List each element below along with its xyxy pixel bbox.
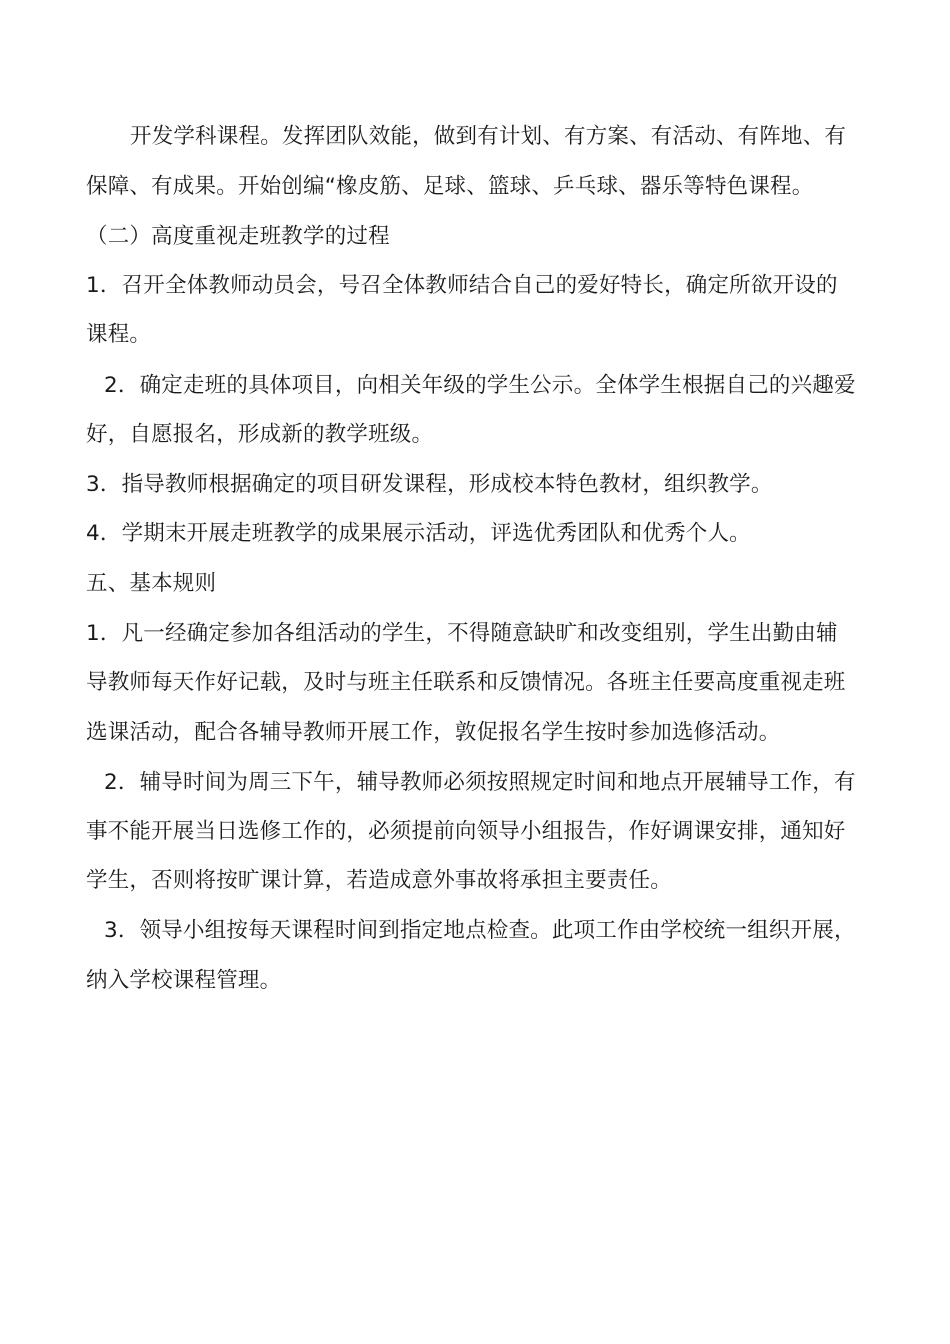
list-item-2-line-2: 好，自愿报名，形成新的教学班级。 <box>86 422 434 447</box>
rule-1-line-1: 1．凡一经确定参加各组活动的学生，不得随意缺旷和改变组别，学生出勤由辅 <box>86 621 838 646</box>
section-heading-2: （二）高度重视走班教学的过程 <box>86 224 390 249</box>
rule-1-line-2: 导教师每天作好记载，及时与班主任联系和反馈情况。各班主任要高度重视走班 <box>86 670 846 695</box>
section-heading-5: 五、基本规则 <box>86 571 217 596</box>
list-item-2-line-1: 2．确定走班的具体项目，向相关年级的学生公示。全体学生根据自己的兴趣爱 <box>104 373 856 398</box>
rule-3-line-1: 3．领导小组按每天课程时间到指定地点检查。此项工作由学校统一组织开展， <box>104 918 856 943</box>
paragraph-line-2: 保障、有成果。开始创编“橡皮筋、足球、篮球、乒乓球、器乐等特色课程。 <box>86 174 814 199</box>
list-item-1-line-1: 1．召开全体教师动员会，号召全体教师结合自己的爱好特长，确定所欲开设的 <box>86 273 838 298</box>
rule-1-line-3: 选课活动，配合各辅导教师开展工作，敦促报名学生按时参加选修活动。 <box>86 720 781 745</box>
list-item-4: 4．学期末开展走班教学的成果展示活动，评选优秀团队和优秀个人。 <box>86 521 751 546</box>
list-item-1-line-2: 课程。 <box>86 322 152 347</box>
list-item-3: 3．指导教师根据确定的项目研发课程，形成校本特色教材，组织教学。 <box>86 472 773 497</box>
rule-2-line-1: 2．辅导时间为周三下午，辅导教师必须按照规定时间和地点开展辅导工作，有 <box>104 770 856 795</box>
rule-3-line-2: 纳入学校课程管理。 <box>86 968 282 993</box>
paragraph-line-1: 开发学科课程。发挥团队效能，做到有计划、有方案、有活动、有阵地、有 <box>130 124 847 149</box>
rule-2-line-2: 事不能开展当日选修工作的，必须提前向领导小组报告，作好调课安排，通知好 <box>86 819 846 844</box>
rule-2-line-3: 学生，否则将按旷课计算，若造成意外事故将承担主要责任。 <box>86 868 672 893</box>
